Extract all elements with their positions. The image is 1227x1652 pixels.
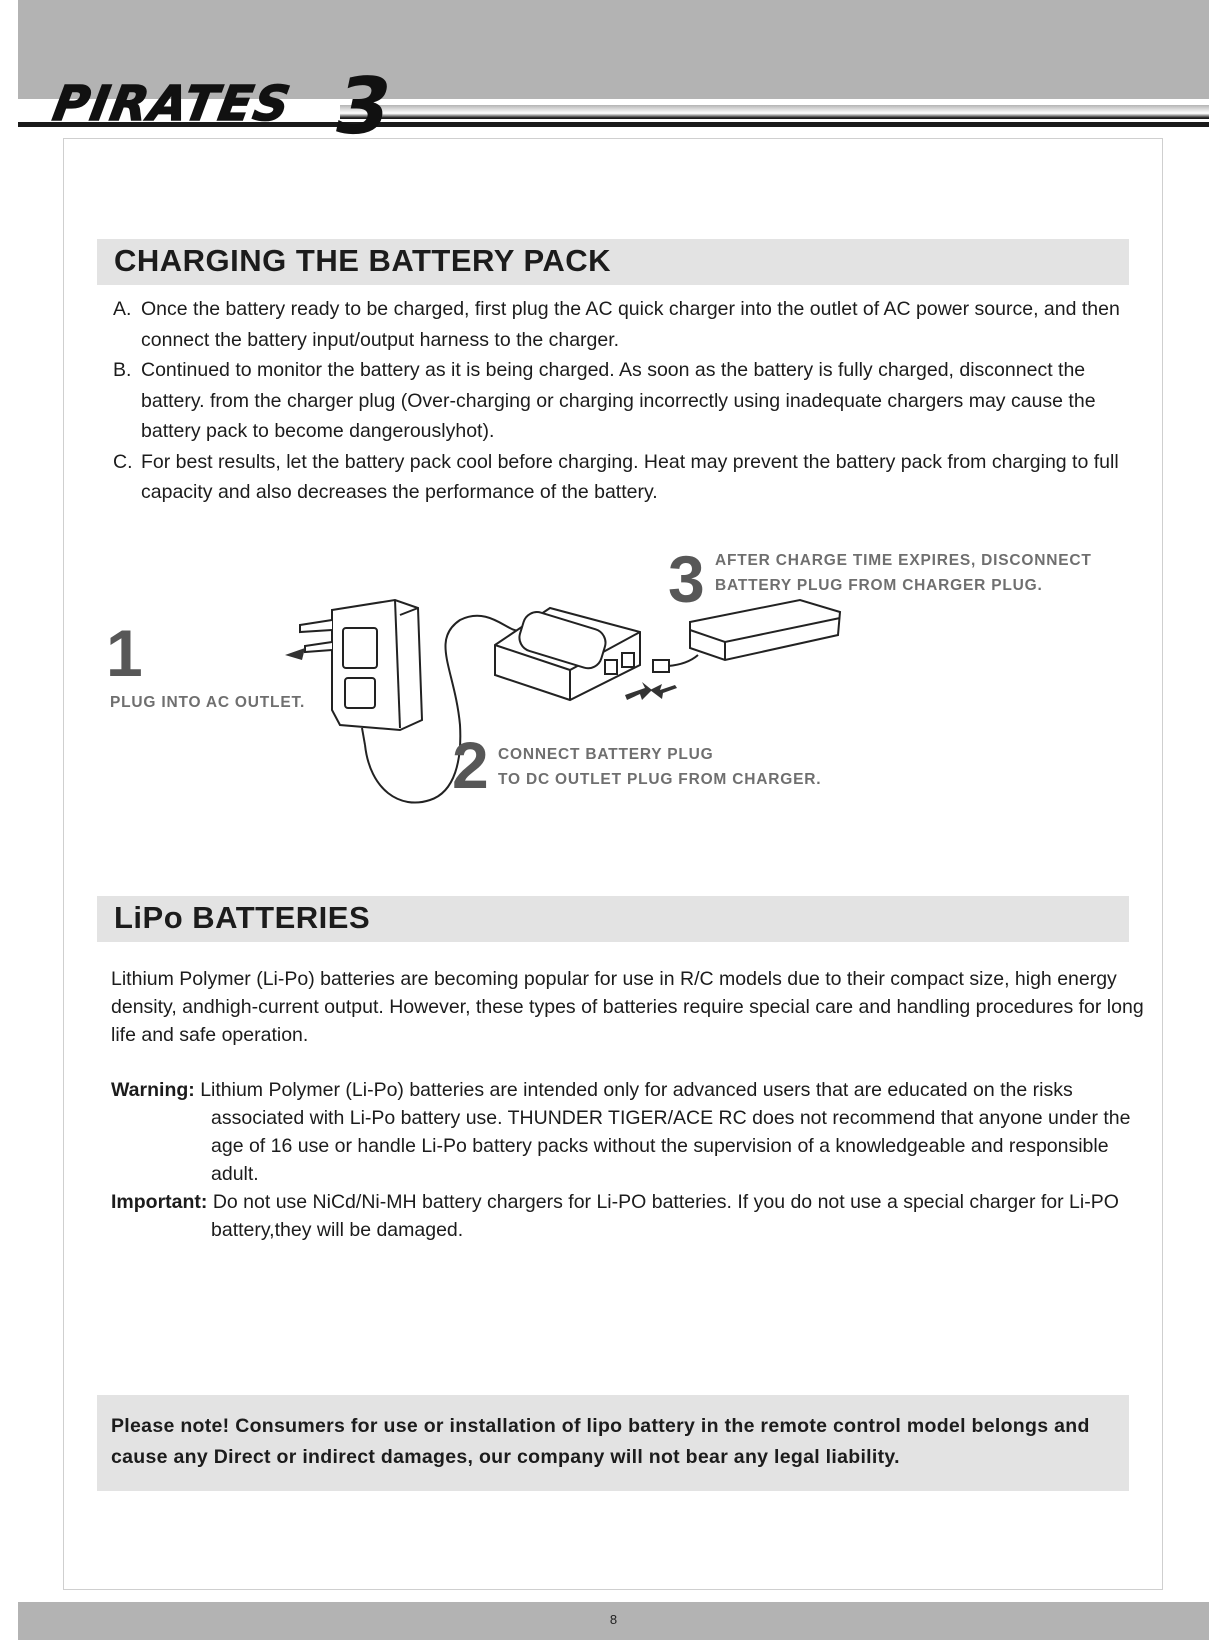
- liability-notice: [97, 1395, 1129, 1491]
- instruction-item: [113, 294, 1133, 355]
- lipo-notes: [111, 1076, 1151, 1244]
- important-text: Do not use NiCd/Ni-MH battery chargers for Li-PO batteries. If you do not use a special charger for Li-PO battery,they will be damaged.: [211, 1191, 1119, 1241]
- step-2-label-line2: TO DC OUTLET PLUG FROM CHARGER.: [498, 771, 822, 788]
- instruction-item: [113, 355, 1133, 447]
- warning-text: Lithium Polymer (Li-Po) batteries are intended only for advanced users that are educated on the risks associated with Li-Po battery use. THUNDER TIGER/ACE RC does not recommend that anyone under the age of 16 use or handle Li-Po battery packs without the supervision of a knowledgeable and responsible adult.: [200, 1079, 1131, 1185]
- important-note: [111, 1188, 1151, 1244]
- step-3-number: 3: [668, 542, 705, 616]
- charger-icon: [495, 608, 640, 700]
- connect-arrow-icon: [625, 682, 652, 700]
- instruction-letter: C.: [113, 450, 133, 473]
- logo-text: PIRATES: [49, 76, 296, 132]
- charging-instructions: [113, 294, 1133, 508]
- page-number: 8: [609, 1612, 618, 1627]
- warning-label: Warning:: [111, 1079, 195, 1101]
- plug-arrow-icon: [285, 648, 305, 660]
- logo-number: 3: [326, 62, 400, 152]
- pirates3-logo: [18, 62, 400, 152]
- instruction-text: Continued to monitor the battery as it is being charged. As soon as the battery is fully charged, disconnect the battery. from the charger plug (Over-charging or charging incorrectly using inadequate chargers may cause the battery pack to become dangerouslyhot).: [141, 359, 1096, 442]
- step-3-label-line2: BATTERY PLUG FROM CHARGER PLUG.: [715, 577, 1043, 594]
- step-2-label-line1: CONNECT BATTERY PLUG: [498, 746, 714, 763]
- step-2-number: 2: [452, 728, 489, 802]
- charging-diagram: [100, 542, 1140, 840]
- step-1-label: PLUG INTO AC OUTLET.: [110, 694, 306, 711]
- instruction-letter: A.: [113, 298, 132, 320]
- instruction-item: [113, 447, 1133, 508]
- lipo-intro: Lithium Polymer (Li-Po) batteries are becoming popular for use in R/C models due to their compact size, high energy density, andhigh-current output. However, these types of batteries require special care and handling procedures for long life and safe operation.: [111, 968, 1144, 1046]
- instruction-text: For best results, let the battery pack cool before charging. Heat may prevent the battery pack from charging to full capacity and also decreases the performance of the battery.: [141, 450, 1119, 503]
- step-3-label-line1: AFTER CHARGE TIME EXPIRES, DISCONNECT: [715, 552, 1092, 569]
- instruction-text: Once the battery ready to be charged, first plug the AC quick charger into the outlet of AC power source, and then connect the battery input/output harness to the charger.: [141, 298, 1120, 351]
- liability-notice-text: Please note! Consumers for use or installation of lipo battery in the remote control model belongs and cause any Direct or indirect damages, our company will not bear any legal liability.: [111, 1415, 1090, 1468]
- connect-arrow-icon: [650, 684, 677, 699]
- warning-note: [111, 1076, 1151, 1188]
- charging-section-header: [97, 239, 1129, 285]
- instruction-letter: B.: [113, 359, 132, 381]
- footer-band: [18, 1602, 1209, 1640]
- step-1-number: 1: [106, 616, 143, 690]
- lipo-section-title: LiPo BATTERIES: [114, 900, 371, 935]
- charging-section-title: CHARGING THE BATTERY PACK: [114, 243, 612, 278]
- important-label: Important:: [111, 1191, 208, 1213]
- header-stripe: [340, 105, 1209, 119]
- lipo-section-header: [97, 896, 1129, 942]
